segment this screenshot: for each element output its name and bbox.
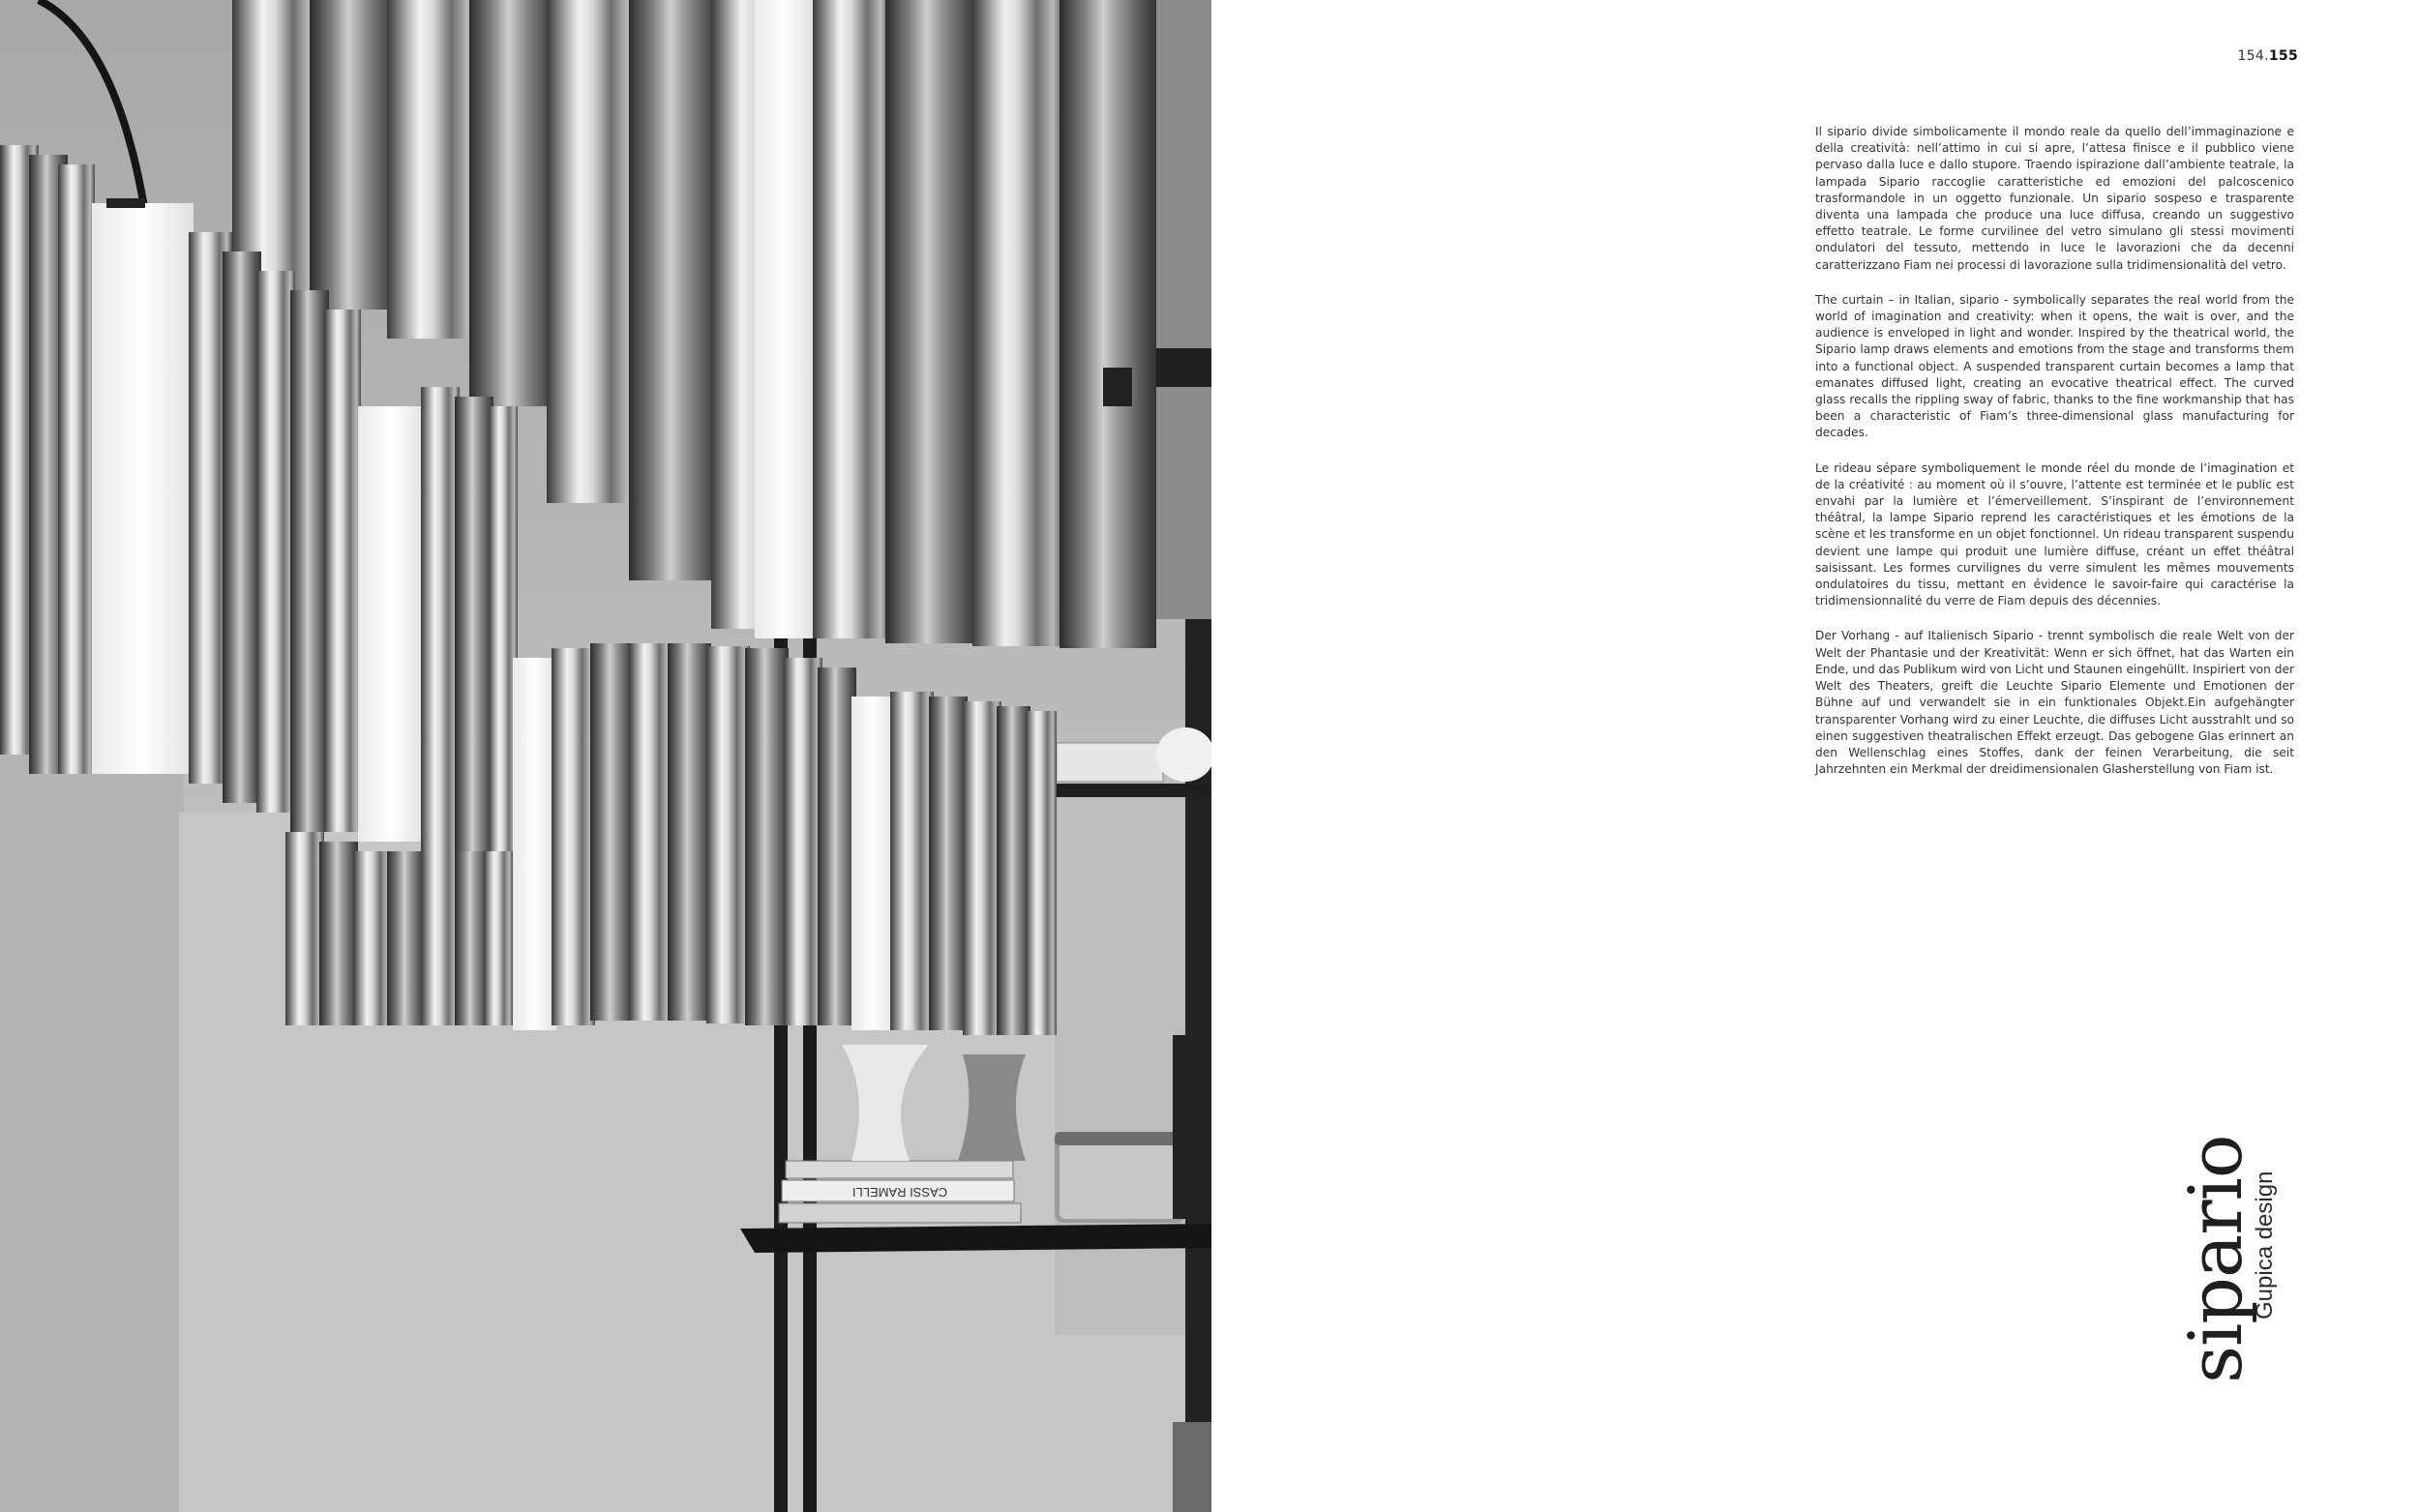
book-spine-label: CASSI RAMELLI: [851, 1185, 948, 1200]
product-title: [2172, 1135, 2280, 1383]
description-text: [1815, 124, 2294, 796]
product-name: sipario: [2172, 1135, 2258, 1383]
paragraph-english: The curtain – in Italian, sipario - symbolically separates the real world from the world of imagination and creativity: when it opens, the wait is over, and the audience is enveloped in light and wonder. Inspired by the theatrical world, the Sipario lamp draws elements and emotions from the stage and transforms them into a functional object. A suspended transparent curtain becomes a lamp that emanates diffused light, creating an evocative theatrical effect. The curved glass recalls the rippling sway of fabric, thanks to the fine workmanship that has been a characteristic of Fiam’s three-dimensional glass manufacturing for decades.: [1815, 292, 2294, 440]
page-number-prefix: 154.: [2237, 48, 2269, 64]
paragraph-german: Der Vorhang - auf Italienisch Sipario - trennt symbolisch die reale Welt von der Welt der Phantasie und der Kreativität: Wenn er sich öffnet, hat das Warten ein Ende, und das Publikum wird von Licht und Staunen eingehüllt. Inspiriert von der Welt des Theaters, greift die Leuchte Sipario Elemente und Emotionen der Bühne auf und verwandelt sie in ein funktionales Objekt.Ein aufgehängter transparenter Vorhang wird zu einer Leuchte, die diffuses Licht ausstrahlt und so einen suggestiven theatralischen Effekt erzeugt. Das gebogene Glas erinnert an den Wellenschlag eines Stoffes, dank der feinen Verarbeitung, die seit Jahrzehnten ein Merkmal der dreidimensionalen Glasherstellung von Fiam ist.: [1815, 629, 2294, 777]
page-number-current: 155: [2268, 48, 2298, 64]
page-number: [2238, 48, 2299, 64]
paragraph-french: Le rideau sépare symboliquement le monde réel du monde de l’imagination et de la créativité : au moment où il s’ouvre, l’attente est terminée et le public est envahi par la lumière et l’émerveillement. S’inspirant de l’environnement théâtral, la lampe Sipario reprend les caractéristiques et les émotions de la scène et les transforme en un objet fonctionnel. Un rideau transparent suspendu devient une lampe qui produit une lumière diffuse, créant un effet théâtral saisissant. Les formes curvilignes du verre simulent les mêmes mouvements ondulatoires du tissu, mettant en évidence le savoir-faire qui caractérise la tridimensionnalité du verre de Fiam depuis des décennies.: [1815, 460, 2294, 608]
paragraph-italian: Il sipario divide simbolicamente il mondo reale da quello dell’immaginazione e della creatività: nell’attimo in cui si apre, l’attesa finisce e il pubblico viene pervaso dalla luce e dallo stupore. Traendo ispirazione dall’ambiente teatrale, la lampada Sipario raccoglie caratteristiche ed emozioni del palcoscenico trasformandole in un oggetto funzionale. Un sipario sospeso e trasparente diventa una lampada che produce una luce diffusa, creando un suggestivo effetto teatrale. Le forme curvilinee del vetro simulano gli stessi movimenti ondulatori del tessuto, mettendo in luce le lavorazioni che da decenni caratterizzano Fiam nei processi di lavorazione sulla tridimensionalità del vetro.: [1815, 125, 2294, 272]
designer-credit: Gupica design: [2252, 1171, 2278, 1319]
